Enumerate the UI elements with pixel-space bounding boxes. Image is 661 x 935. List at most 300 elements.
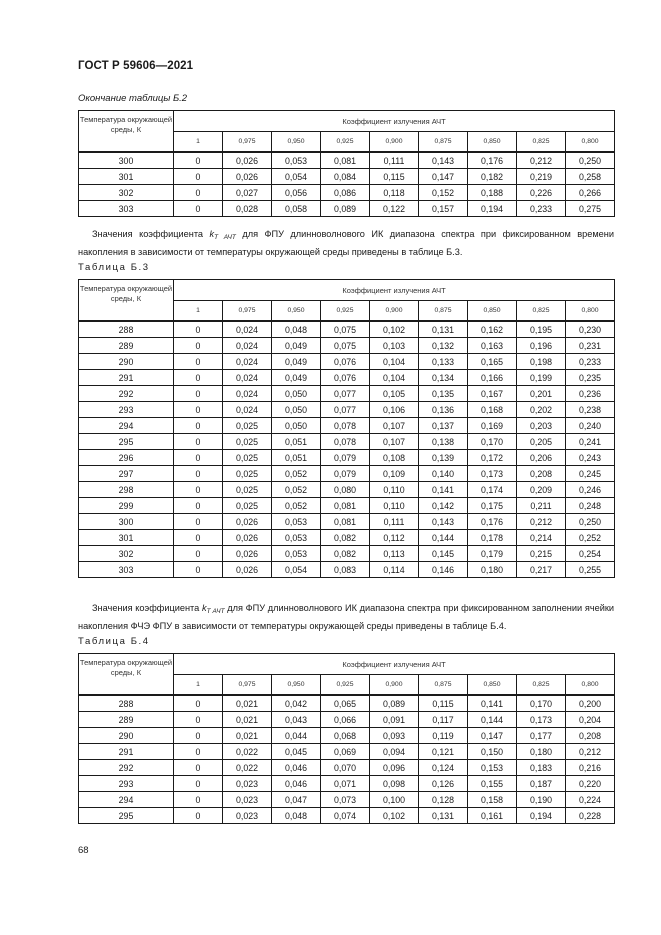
coefficient-cell: 0,111: [370, 514, 419, 530]
coefficient-cell: 0,075: [321, 338, 370, 354]
coefficient-cell: 0: [174, 201, 223, 217]
coefficient-cell: 0,139: [419, 450, 468, 466]
coefficient-cell: 0,025: [223, 434, 272, 450]
coefficient-cell: 0,136: [419, 402, 468, 418]
coefficient-cell: 0,178: [468, 530, 517, 546]
coefficient-cell: 0,216: [566, 760, 615, 776]
coefficient-cell: 0: [174, 386, 223, 402]
coefficient-cell: 0,025: [223, 466, 272, 482]
coefficient-cell: 0,089: [321, 201, 370, 217]
coefficient-cell: 0,053: [272, 514, 321, 530]
coefficient-cell: 0,174: [468, 482, 517, 498]
temperature-header: Температура окружающей среды, К: [79, 280, 174, 322]
coefficient-cell: 0,026: [223, 546, 272, 562]
emissivity-column-header: 0,925: [321, 301, 370, 322]
coefficient-cell: 0,051: [272, 450, 321, 466]
coefficient-cell: 0,081: [321, 152, 370, 169]
coefficient-cell: 0,026: [223, 562, 272, 578]
coefficient-cell: 0,021: [223, 728, 272, 744]
coefficient-cell: 0,091: [370, 712, 419, 728]
emissivity-column-header: 0,800: [566, 675, 615, 696]
coefficient-cell: 0,162: [468, 321, 517, 338]
table-row: [79, 546, 615, 562]
emissivity-column-header: 1: [174, 132, 223, 153]
coefficient-cell: 0,134: [419, 370, 468, 386]
coefficient-cell: 0,180: [468, 562, 517, 578]
coefficient-cell: 0,168: [468, 402, 517, 418]
coefficient-cell: 0,050: [272, 418, 321, 434]
coefficient-cell: 0,140: [419, 466, 468, 482]
coefficient-cell: 0: [174, 562, 223, 578]
coefficient-cell: 0,176: [468, 514, 517, 530]
table-b3-caption: Таблица Б.3: [78, 262, 150, 273]
temperature-cell: 291: [79, 744, 174, 760]
coefficient-cell: 0,150: [468, 744, 517, 760]
coefficient-cell: 0,068: [321, 728, 370, 744]
coefficient-cell: 0,044: [272, 728, 321, 744]
coefficient-subscript: T АЧТ: [206, 608, 225, 615]
coefficient-cell: 0,086: [321, 185, 370, 201]
coefficient-cell: 0,157: [419, 201, 468, 217]
coefficient-cell: 0,104: [370, 354, 419, 370]
coefficient-cell: 0: [174, 792, 223, 808]
coefficient-cell: 0,131: [419, 808, 468, 824]
temperature-cell: 293: [79, 776, 174, 792]
coefficient-cell: 0: [174, 354, 223, 370]
coefficient-cell: 0,194: [517, 808, 566, 824]
coefficient-cell: 0,233: [566, 354, 615, 370]
temperature-cell: 303: [79, 201, 174, 217]
coefficient-cell: 0,245: [566, 466, 615, 482]
coefficient-cell: 0,214: [517, 530, 566, 546]
emissivity-column-header: 0,825: [517, 132, 566, 153]
coefficient-cell: 0,078: [321, 434, 370, 450]
coefficient-cell: 0: [174, 482, 223, 498]
coefficient-cell: 0: [174, 185, 223, 201]
coefficient-cell: 0,203: [517, 418, 566, 434]
emissivity-group-header: Коэффициент излучения АЧТ: [174, 280, 615, 301]
coefficient-cell: 0,209: [517, 482, 566, 498]
coefficient-cell: 0,110: [370, 498, 419, 514]
coefficient-cell: 0,025: [223, 498, 272, 514]
coefficient-cell: 0,025: [223, 482, 272, 498]
coefficient-cell: 0,104: [370, 370, 419, 386]
coefficient-cell: 0,246: [566, 482, 615, 498]
temperature-cell: 289: [79, 338, 174, 354]
coefficient-symbol: k: [209, 229, 215, 239]
table-b2: [78, 110, 615, 217]
table-row: [79, 695, 615, 712]
coefficient-cell: 0: [174, 776, 223, 792]
emissivity-column-header: 0,925: [321, 132, 370, 153]
table-row: [79, 792, 615, 808]
coefficient-cell: 0,124: [419, 760, 468, 776]
coefficient-cell: 0,098: [370, 776, 419, 792]
coefficient-cell: 0: [174, 530, 223, 546]
coefficient-cell: 0,158: [468, 792, 517, 808]
coefficient-cell: 0,105: [370, 386, 419, 402]
coefficient-cell: 0,054: [272, 562, 321, 578]
coefficient-cell: 0,147: [468, 728, 517, 744]
coefficient-cell: 0,258: [566, 169, 615, 185]
table-row: [79, 498, 615, 514]
coefficient-cell: 0,226: [517, 185, 566, 201]
table-row: [79, 434, 615, 450]
table-row: [79, 450, 615, 466]
temperature-cell: 289: [79, 712, 174, 728]
coefficient-cell: 0,217: [517, 562, 566, 578]
coefficient-cell: 0,173: [468, 466, 517, 482]
coefficient-cell: 0,169: [468, 418, 517, 434]
coefficient-cell: 0,172: [468, 450, 517, 466]
coefficient-cell: 0,048: [272, 808, 321, 824]
emissivity-column-header: 0,875: [419, 301, 468, 322]
coefficient-cell: 0,248: [566, 498, 615, 514]
coefficient-cell: 0,146: [419, 562, 468, 578]
coefficient-cell: 0,255: [566, 562, 615, 578]
coefficient-cell: 0,187: [517, 776, 566, 792]
coefficient-cell: 0,049: [272, 354, 321, 370]
coefficient-cell: 0,254: [566, 546, 615, 562]
coefficient-cell: 0,126: [419, 776, 468, 792]
coefficient-cell: 0,075: [321, 321, 370, 338]
coefficient-cell: 0,167: [468, 386, 517, 402]
emissivity-column-header: 0,875: [419, 132, 468, 153]
emissivity-column-header: 0,900: [370, 675, 419, 696]
emissivity-group-header: Коэффициент излучения АЧТ: [174, 654, 615, 675]
coefficient-cell: 0,050: [272, 386, 321, 402]
temperature-cell: 299: [79, 498, 174, 514]
emissivity-column-header: 0,950: [272, 675, 321, 696]
coefficient-cell: 0,043: [272, 712, 321, 728]
coefficient-cell: 0,275: [566, 201, 615, 217]
coefficient-cell: 0: [174, 808, 223, 824]
coefficient-cell: 0,052: [272, 498, 321, 514]
coefficient-cell: 0,056: [272, 185, 321, 201]
coefficient-cell: 0,235: [566, 370, 615, 386]
coefficient-cell: 0,166: [468, 370, 517, 386]
coefficient-cell: 0,025: [223, 450, 272, 466]
coefficient-cell: 0,046: [272, 776, 321, 792]
temperature-cell: 290: [79, 354, 174, 370]
coefficient-cell: 0,250: [566, 514, 615, 530]
coefficient-cell: 0,077: [321, 402, 370, 418]
table-row: [79, 370, 615, 386]
coefficient-cell: 0,096: [370, 760, 419, 776]
coefficient-cell: 0,170: [517, 695, 566, 712]
coefficient-cell: 0: [174, 450, 223, 466]
table-row: [79, 201, 615, 217]
table-row: [79, 530, 615, 546]
coefficient-cell: 0,024: [223, 338, 272, 354]
coefficient-cell: 0,026: [223, 152, 272, 169]
coefficient-cell: 0,119: [419, 728, 468, 744]
coefficient-cell: 0,161: [468, 808, 517, 824]
coefficient-cell: 0,021: [223, 712, 272, 728]
coefficient-cell: 0,190: [517, 792, 566, 808]
coefficient-cell: 0,069: [321, 744, 370, 760]
coefficient-cell: 0,233: [517, 201, 566, 217]
coefficient-cell: 0,163: [468, 338, 517, 354]
coefficient-cell: 0,073: [321, 792, 370, 808]
coefficient-cell: 0,243: [566, 450, 615, 466]
table-row: [79, 744, 615, 760]
coefficient-cell: 0,083: [321, 562, 370, 578]
emissivity-column-header: 0,800: [566, 132, 615, 153]
table-row: [79, 418, 615, 434]
table-row: [79, 776, 615, 792]
coefficient-cell: 0,177: [517, 728, 566, 744]
coefficient-cell: 0: [174, 152, 223, 169]
coefficient-cell: 0,070: [321, 760, 370, 776]
table-row: [79, 562, 615, 578]
coefficient-cell: 0,211: [517, 498, 566, 514]
coefficient-cell: 0,196: [517, 338, 566, 354]
coefficient-cell: 0,076: [321, 370, 370, 386]
coefficient-cell: 0,023: [223, 792, 272, 808]
table-row: [79, 808, 615, 824]
coefficient-cell: 0,231: [566, 338, 615, 354]
coefficient-cell: 0,188: [468, 185, 517, 201]
emissivity-column-header: 0,900: [370, 301, 419, 322]
coefficient-cell: 0: [174, 321, 223, 338]
coefficient-cell: 0,122: [370, 201, 419, 217]
coefficient-cell: 0,100: [370, 792, 419, 808]
emissivity-column-header: 0,950: [272, 132, 321, 153]
coefficient-cell: 0,118: [370, 185, 419, 201]
coefficient-cell: 0,194: [468, 201, 517, 217]
table-row: [79, 466, 615, 482]
coefficient-cell: 0,128: [419, 792, 468, 808]
table-b4: [78, 653, 615, 824]
emissivity-column-header: 1: [174, 301, 223, 322]
coefficient-cell: 0,028: [223, 201, 272, 217]
coefficient-cell: 0,065: [321, 695, 370, 712]
coefficient-cell: 0,201: [517, 386, 566, 402]
emissivity-column-header: 0,975: [223, 132, 272, 153]
coefficient-cell: 0,107: [370, 418, 419, 434]
coefficient-cell: 0,066: [321, 712, 370, 728]
table-row: [79, 185, 615, 201]
coefficient-cell: 0,117: [419, 712, 468, 728]
coefficient-cell: 0,137: [419, 418, 468, 434]
coefficient-cell: 0,230: [566, 321, 615, 338]
coefficient-cell: 0: [174, 498, 223, 514]
coefficient-cell: 0,228: [566, 808, 615, 824]
coefficient-cell: 0,022: [223, 744, 272, 760]
coefficient-cell: 0,165: [468, 354, 517, 370]
coefficient-cell: 0,109: [370, 466, 419, 482]
temperature-cell: 301: [79, 530, 174, 546]
coefficient-cell: 0,058: [272, 201, 321, 217]
coefficient-subscript: T АЧТ: [214, 234, 236, 241]
coefficient-cell: 0,121: [419, 744, 468, 760]
coefficient-cell: 0,147: [419, 169, 468, 185]
coefficient-cell: 0,024: [223, 370, 272, 386]
coefficient-cell: 0,049: [272, 338, 321, 354]
coefficient-cell: 0,089: [370, 695, 419, 712]
temperature-header: Температура окружающей среды, К: [79, 111, 174, 153]
temperature-cell: 302: [79, 546, 174, 562]
emissivity-group-header: Коэффициент излучения АЧТ: [174, 111, 615, 132]
temperature-cell: 301: [79, 169, 174, 185]
coefficient-cell: 0,081: [321, 514, 370, 530]
coefficient-cell: 0,195: [517, 321, 566, 338]
coefficient-cell: 0,048: [272, 321, 321, 338]
temperature-cell: 298: [79, 482, 174, 498]
emissivity-column-header: 0,825: [517, 301, 566, 322]
coefficient-cell: 0,241: [566, 434, 615, 450]
coefficient-cell: 0,176: [468, 152, 517, 169]
table-row: [79, 712, 615, 728]
coefficient-cell: 0,208: [517, 466, 566, 482]
coefficient-cell: 0: [174, 728, 223, 744]
coefficient-cell: 0,113: [370, 546, 419, 562]
coefficient-cell: 0,212: [517, 514, 566, 530]
coefficient-cell: 0: [174, 712, 223, 728]
coefficient-cell: 0: [174, 744, 223, 760]
coefficient-cell: 0,133: [419, 354, 468, 370]
coefficient-cell: 0,205: [517, 434, 566, 450]
temperature-cell: 296: [79, 450, 174, 466]
temperature-header: Температура окружающей среды, К: [79, 654, 174, 696]
coefficient-cell: 0,024: [223, 321, 272, 338]
coefficient-cell: 0,026: [223, 530, 272, 546]
paragraph-table-b4-intro: Значения коэффициента $k_{T АЧТ}$ для ФПУ длинноволнового ИК диапазона спектра при фиксированном заполнении ячейки накопления ФЧЭ ФПУ в зависимости от температуры окружающей среды приведены в таблице Б.4.: [78, 603, 614, 631]
coefficient-cell: 0,145: [419, 546, 468, 562]
coefficient-cell: 0,142: [419, 498, 468, 514]
table-b2-caption: Окончание таблицы Б.2: [78, 93, 188, 104]
table-row: [79, 728, 615, 744]
coefficient-cell: 0,179: [468, 546, 517, 562]
coefficient-cell: 0,250: [566, 152, 615, 169]
emissivity-column-header: 0,850: [468, 301, 517, 322]
coefficient-cell: 0,081: [321, 498, 370, 514]
table-row: [79, 482, 615, 498]
coefficient-cell: 0,141: [468, 695, 517, 712]
temperature-cell: 294: [79, 418, 174, 434]
temperature-cell: 292: [79, 386, 174, 402]
coefficient-cell: 0: [174, 418, 223, 434]
coefficient-cell: 0,053: [272, 530, 321, 546]
coefficient-cell: 0,144: [419, 530, 468, 546]
coefficient-cell: 0,026: [223, 169, 272, 185]
table-row: [79, 338, 615, 354]
emissivity-column-header: 0,800: [566, 301, 615, 322]
coefficient-cell: 0,021: [223, 695, 272, 712]
coefficient-cell: 0,094: [370, 744, 419, 760]
coefficient-cell: 0,170: [468, 434, 517, 450]
coefficient-cell: 0,053: [272, 152, 321, 169]
coefficient-cell: 0,082: [321, 546, 370, 562]
coefficient-cell: 0,266: [566, 185, 615, 201]
coefficient-cell: 0,102: [370, 321, 419, 338]
temperature-cell: 291: [79, 370, 174, 386]
coefficient-cell: 0,220: [566, 776, 615, 792]
coefficient-cell: 0,022: [223, 760, 272, 776]
coefficient-cell: 0,199: [517, 370, 566, 386]
coefficient-cell: 0,077: [321, 386, 370, 402]
emissivity-column-header: 0,850: [468, 132, 517, 153]
temperature-cell: 303: [79, 562, 174, 578]
coefficient-cell: 0,204: [566, 712, 615, 728]
emissivity-column-header: 0,875: [419, 675, 468, 696]
coefficient-cell: 0,183: [517, 760, 566, 776]
table-row: [79, 354, 615, 370]
coefficient-cell: 0,074: [321, 808, 370, 824]
table-row: [79, 514, 615, 530]
coefficient-cell: 0,042: [272, 695, 321, 712]
coefficient-cell: 0,224: [566, 792, 615, 808]
coefficient-cell: 0,023: [223, 776, 272, 792]
coefficient-cell: 0,045: [272, 744, 321, 760]
coefficient-cell: 0,252: [566, 530, 615, 546]
coefficient-cell: 0,212: [566, 744, 615, 760]
emissivity-column-header: 0,950: [272, 301, 321, 322]
coefficient-cell: 0,219: [517, 169, 566, 185]
coefficient-cell: 0: [174, 402, 223, 418]
coefficient-cell: 0,078: [321, 418, 370, 434]
coefficient-cell: 0: [174, 546, 223, 562]
coefficient-cell: 0,182: [468, 169, 517, 185]
coefficient-cell: 0,155: [468, 776, 517, 792]
coefficient-cell: 0: [174, 466, 223, 482]
coefficient-cell: 0,173: [517, 712, 566, 728]
coefficient-cell: 0: [174, 338, 223, 354]
emissivity-column-header: 0,975: [223, 675, 272, 696]
temperature-cell: 297: [79, 466, 174, 482]
coefficient-cell: 0: [174, 434, 223, 450]
coefficient-cell: 0,132: [419, 338, 468, 354]
coefficient-cell: 0,050: [272, 402, 321, 418]
table-row: [79, 169, 615, 185]
coefficient-symbol: k: [201, 603, 207, 613]
coefficient-cell: 0: [174, 169, 223, 185]
coefficient-cell: 0,114: [370, 562, 419, 578]
coefficient-cell: 0,093: [370, 728, 419, 744]
coefficient-cell: 0,071: [321, 776, 370, 792]
coefficient-cell: 0,102: [370, 808, 419, 824]
coefficient-cell: 0,153: [468, 760, 517, 776]
temperature-cell: 293: [79, 402, 174, 418]
coefficient-cell: 0,051: [272, 434, 321, 450]
table-row: [79, 402, 615, 418]
coefficient-cell: 0,047: [272, 792, 321, 808]
emissivity-column-header: 0,825: [517, 675, 566, 696]
coefficient-cell: 0,110: [370, 482, 419, 498]
temperature-cell: 294: [79, 792, 174, 808]
coefficient-cell: 0,143: [419, 514, 468, 530]
emissivity-column-header: 0,975: [223, 301, 272, 322]
coefficient-cell: 0,079: [321, 466, 370, 482]
coefficient-cell: 0: [174, 370, 223, 386]
coefficient-cell: 0,107: [370, 434, 419, 450]
temperature-cell: 295: [79, 808, 174, 824]
coefficient-cell: 0,135: [419, 386, 468, 402]
coefficient-cell: 0,180: [517, 744, 566, 760]
coefficient-cell: 0,112: [370, 530, 419, 546]
coefficient-cell: 0,024: [223, 402, 272, 418]
coefficient-cell: 0,103: [370, 338, 419, 354]
page-number: 68: [78, 845, 89, 856]
coefficient-cell: 0,238: [566, 402, 615, 418]
coefficient-cell: 0,115: [370, 169, 419, 185]
emissivity-column-header: 0,925: [321, 675, 370, 696]
coefficient-cell: 0,138: [419, 434, 468, 450]
coefficient-cell: 0,026: [223, 514, 272, 530]
coefficient-cell: 0,240: [566, 418, 615, 434]
table-row: [79, 760, 615, 776]
